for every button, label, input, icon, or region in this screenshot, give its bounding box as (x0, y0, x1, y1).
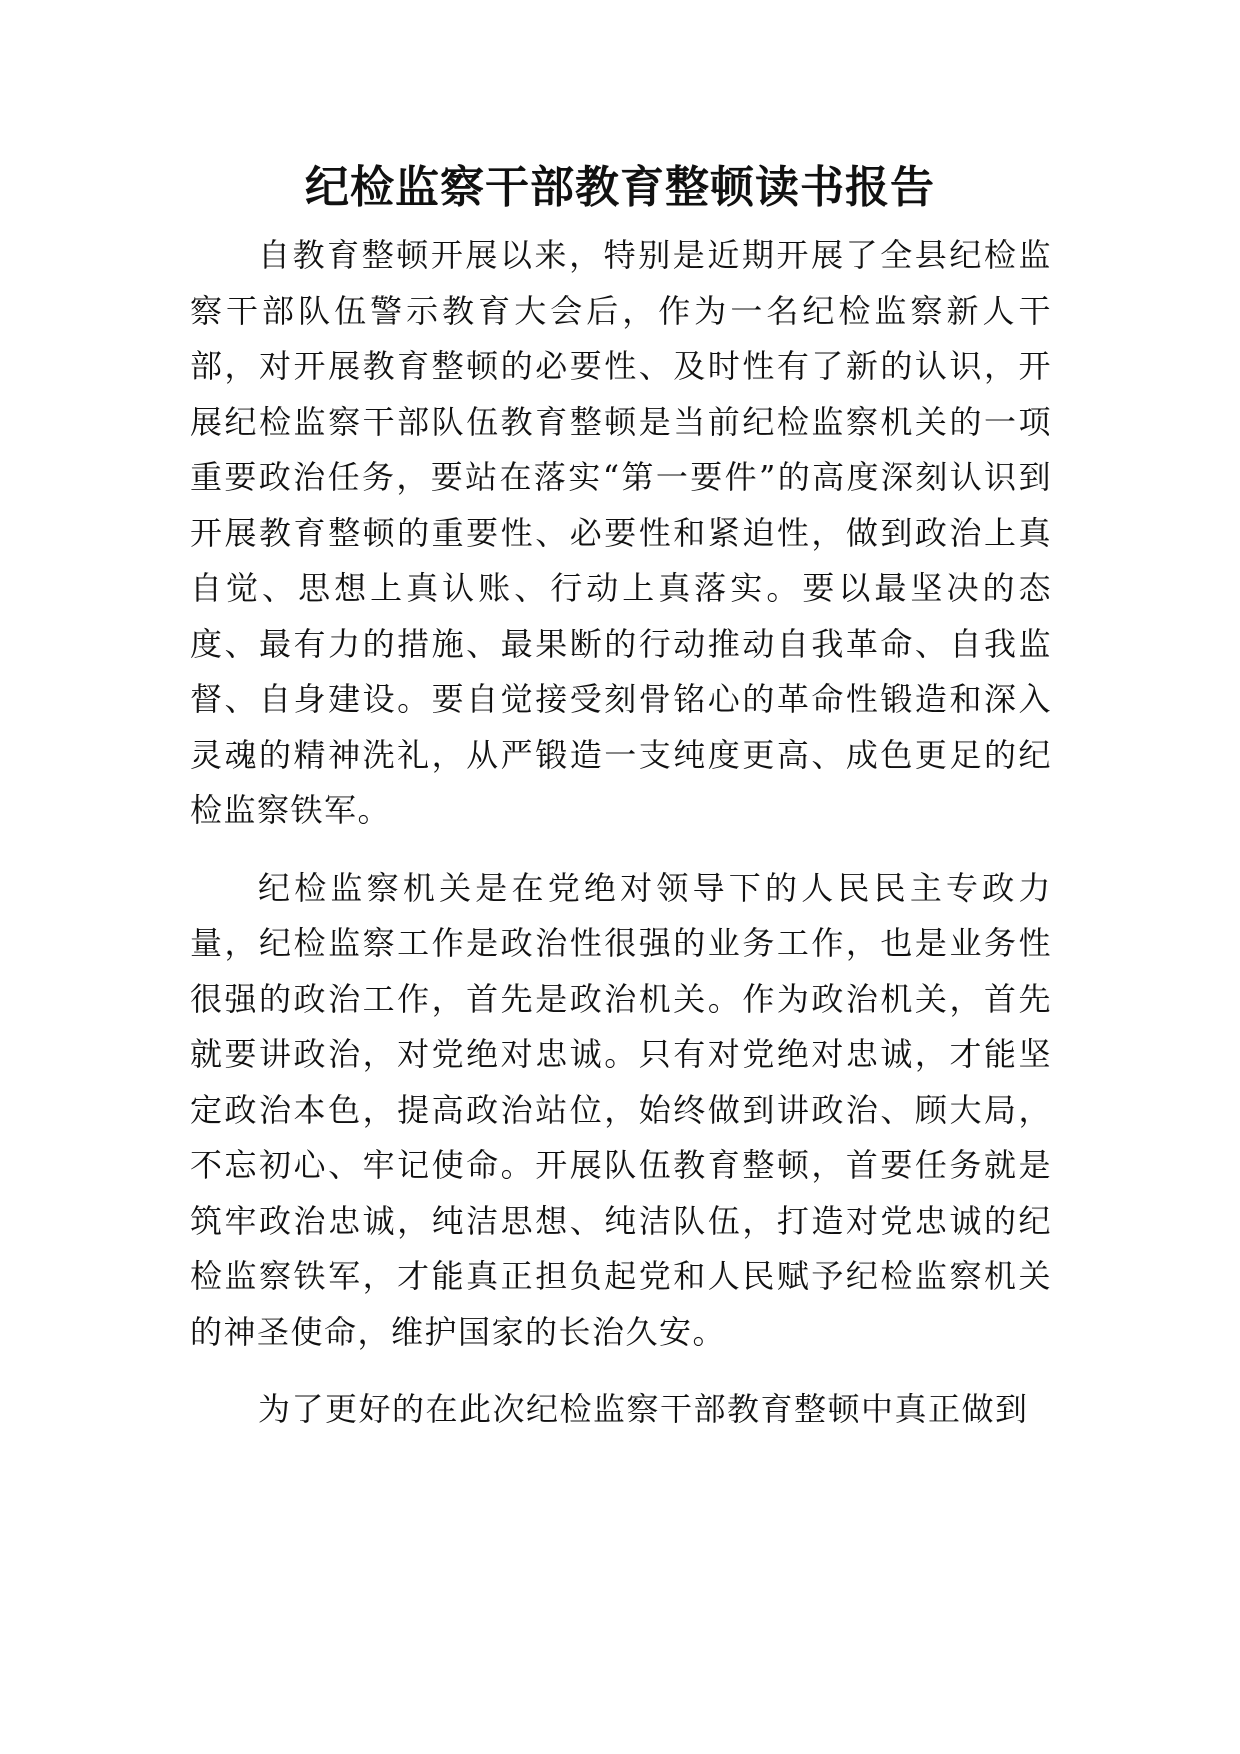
paragraph-3: 为了更好的在此次纪检监察干部教育整顿中真正做到 (258, 1390, 1029, 1428)
paragraph-1: 自教育整顿开展以来，特别是近期开展了全县纪检监察干部队伍警示教育大会后，作为一名纪检监察新人干部，对开展教育整顿的必要性、及时性有了新的认识，开展纪检监察干部队伍教育整顿是当前纪检监察机关的一项重要政治任务，要站在落实“第一要件”的高度深刻认识到开展教育整顿的重要性、必要性和紧迫性，做到政治上真自觉、思想上真认账、行动上真落实。要以最坚决的态度、最有力的措施、最果断的行动推动自我革命、自我监督、自身建设。要自觉接受刻骨铭心的革命性锻造和深入灵魂的精神洗礼，从严锻造一支纯度更高、成色更足的纪检监察铁军。 (190, 236, 1052, 829)
document-body (190, 228, 1052, 1438)
document-title: 纪检监察干部教育整顿读书报告 (305, 162, 935, 213)
paragraph-2: 纪检监察机关是在党绝对领导下的人民民主专政力量，纪检监察工作是政治性很强的业务工作，也是业务性很强的政治工作，首先是政治机关。作为政治机关，首先就要讲政治，对党绝对忠诚。只有对党绝对忠诚，才能坚定政治本色，提高政治站位，始终做到讲政治、顾大局，不忘初心、牢记使命。开展队伍教育整顿，首要任务就是筑牢政治忠诚，纯洁思想、纯洁队伍，打造对党忠诚的纪检监察铁军，才能真正担负起党和人民赋予纪检监察机关的神圣使命，维护国家的长治久安。 (190, 868, 1052, 1351)
